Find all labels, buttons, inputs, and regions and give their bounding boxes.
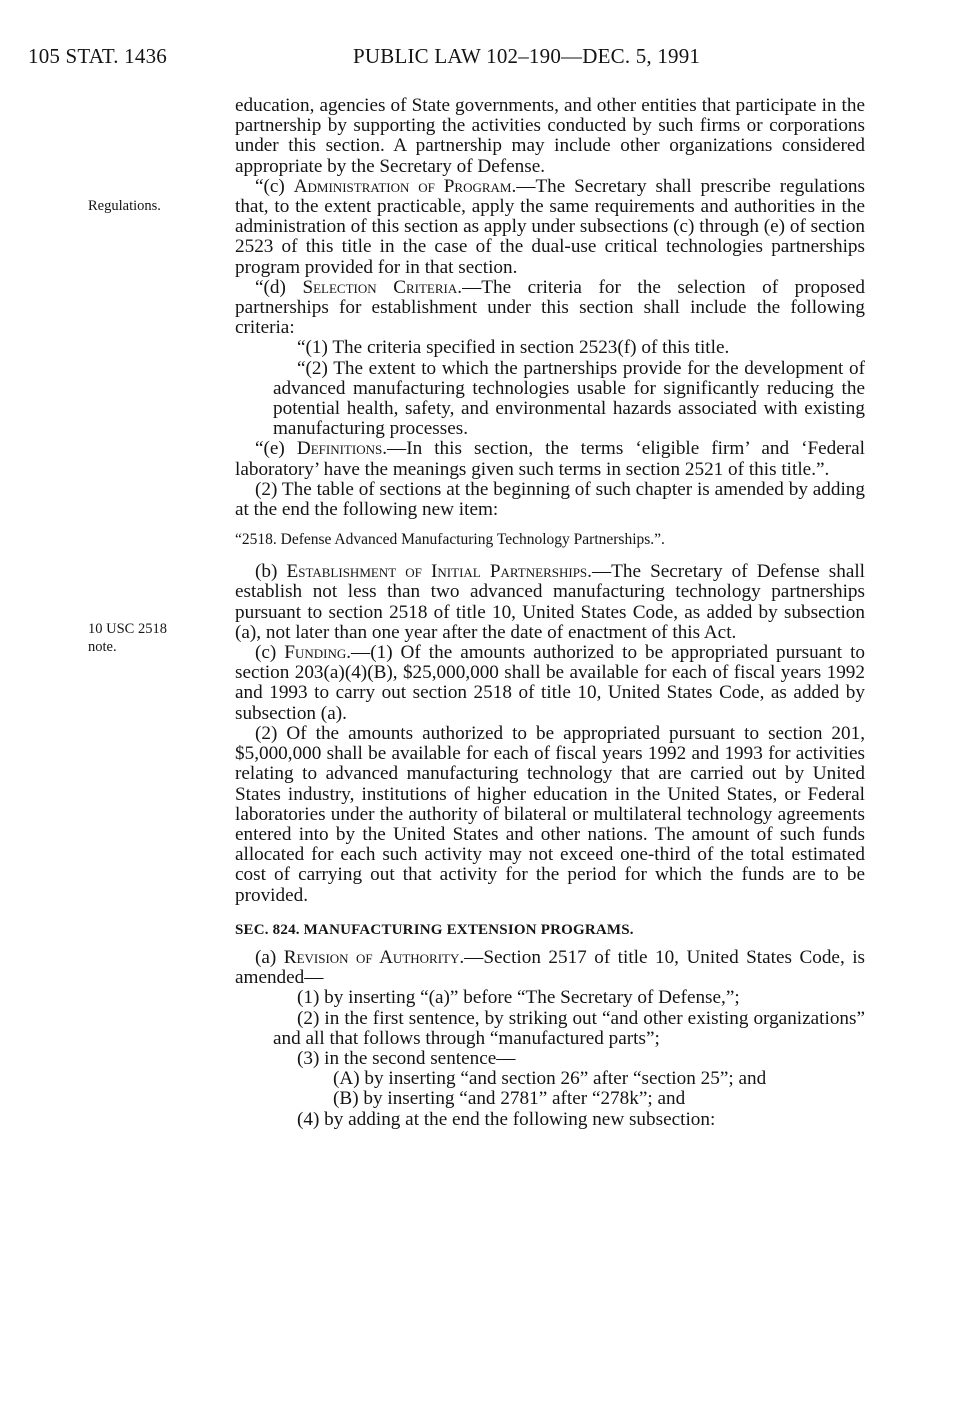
section-heading: SEC. 824. MANUFACTURING EXTENSION PROGRAMS. [235, 921, 634, 938]
subsection-d-selection-criteria: “(d) Selection Criteria.—The criteria for the selection of proposed partnerships for establishment under this section shall include the following criteria: [235, 276, 865, 339]
paragraph-table-of-sections: (2) The table of sections at the beginning of such chapter is amended by adding at the end the following new item: [235, 478, 865, 521]
margin-note-regulations: Regulations. [88, 198, 161, 214]
amendment-item-1: (1) by inserting “(a)” before “The Secretary of Defense,”; [297, 987, 740, 1009]
criteria-item-1: “(1) The criteria specified in section 2523(f) of this title. [297, 337, 730, 359]
subsection-e-definitions: “(e) Definitions.—In this section, the terms ‘eligible firm’ and ‘Federal laboratory’ have the meanings given such terms in section 2521 of this title.”. [235, 438, 866, 480]
subsection-heading: Definitions. [296, 438, 388, 460]
subsection-a-revision: (a) Revision of Authority.—Section 2517 of title 10, United States Code, is amended— [235, 946, 866, 989]
margin-note-usc: 10 USC 2518 note. [88, 621, 167, 655]
amendment-item-4: (4) by adding at the end the following new subsection: [297, 1108, 716, 1130]
statute-page-number: 105 STAT. 1436 [28, 44, 167, 68]
subsection-c-funding: (c) Funding.—(1) Of the amounts authorized to be appropriated pursuant to section 203(a)(4)(B), $25,000,000 shall be available for each of fiscal years 1992 and 1993 to carry out section 2518 of title 10, United States Code, as added by subsection (a). [235, 642, 866, 724]
statute-body [235, 96, 865, 1130]
funding-paragraph-2: (2) Of the amounts authorized to be appropriated pursuant to section 201, $5,000,000 shall be available for each of fiscal years 1992 and 1993 for activities relating to advanced manufacturing technology that are carried out by United States industry, institutions of higher education in the United States, or Federal laboratories under the authority of bilateral or multilateral technology agreements entered into by the United States and other nations. The amount of such funds allocated for each such activity may not exceed one-third of the total estimated cost of carrying out that activity for the period for which the funds are to be provided. [235, 722, 865, 906]
subsection-c-administration: “(c) Administration of Program.—The Secretary shall prescribe regulations that, to the extent practicable, apply the same requirements and authorities in the administration of this section as apply under subsections (c) through (e) of section 2523 of this title in the case of the dual-use critical technologies partnerships program provided for in that section. [235, 175, 865, 278]
amendment-item-2: (2) in the first sentence, by striking out “and other existing organizations” and all that follows through “manufactured parts”; [273, 1007, 865, 1049]
subsection-heading: Establishment of Initial Partnerships. [286, 561, 592, 583]
criteria-item-2: “(2) The extent to which the partnerships provide for the development of advanced manufacturing technologies usable for significantly reducing the potential health, safety, and environmental hazards associated with existing manufacturing processes. [273, 357, 865, 440]
amendment-item-3: (3) in the second sentence— [297, 1047, 516, 1069]
amendment-subitem-b: (B) by inserting “and 2781” after “278k”; and [333, 1088, 686, 1110]
subsection-heading: Administration of Program. [293, 175, 517, 197]
subsection-b-establishment: (b) Establishment of Initial Partnerships.—The Secretary of Defense shall establish not less than two advanced manufacturing technology partnerships pursuant to section 2518 of title 10, United States Code, as added by subsection (a), not later than one year after the date of enactment of this Act. [235, 561, 866, 643]
paragraph-continuation: education, agencies of State governments, and other entities that participate in the partnership by supporting the activities conducted by such firms or corporations under this section. A partnership may include other organizations considered appropriate by the Secretary of Defense. [235, 95, 865, 177]
subsection-heading: Funding. [284, 642, 352, 664]
amendment-subitem-a: (A) by inserting “and section 26” after “section 25”; and [333, 1068, 767, 1090]
subsection-heading: Revision of Authority. [283, 946, 465, 968]
public-law-title: PUBLIC LAW 102–190—DEC. 5, 1991 [353, 44, 701, 68]
subsection-heading: Selection Criteria. [302, 276, 463, 298]
table-of-sections-item: “2518. Defense Advanced Manufacturing Technology Partnerships.”. [235, 531, 665, 549]
